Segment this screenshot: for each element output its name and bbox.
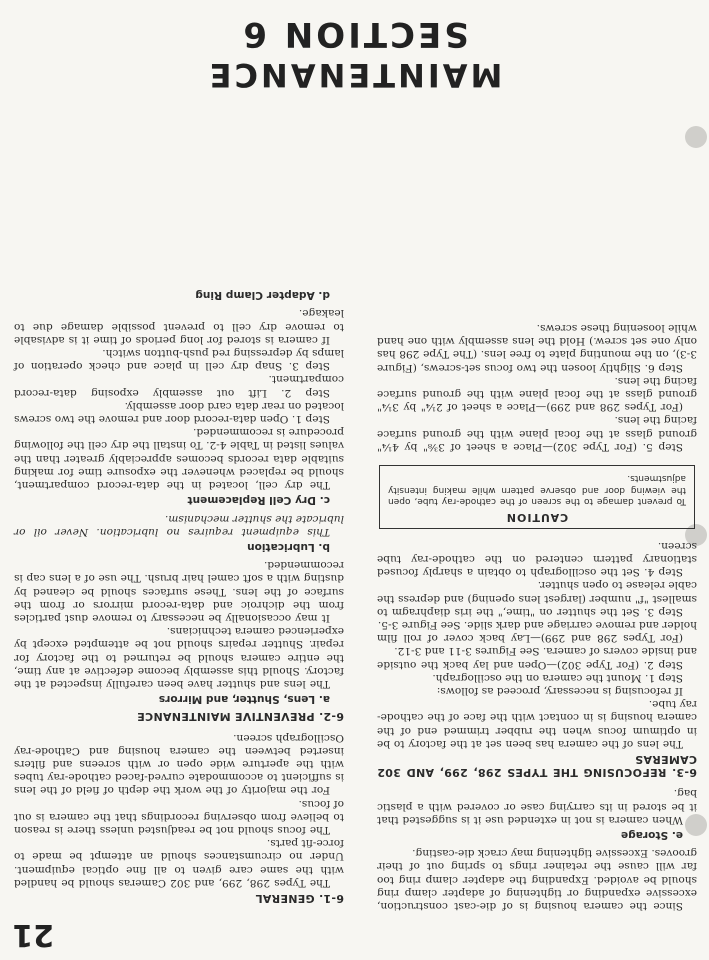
caution-title: CAUTION [505, 510, 569, 524]
paragraph: It may occasionally be necessary to remove dust particles from the dichroic and data-record mirrors or from the surface of the lens. These surfaces should be cleaned by dusting with a soft camel hair brush. The use of a lens cap is recommended. [14, 559, 344, 624]
paragraph: Since the camera housing is of die-cast construction, excessive expanding or tightening of adapter clamp ring should be avoided. Expanding the adapter clamp ring too far will cause the retainer rings to spring out of their grooves. Excessive tightening may crack die-casting. [377, 847, 697, 912]
heading-preventive-maintenance: 6-2. PREVENTIVE MAINTENANCE [136, 710, 344, 724]
paragraph: Step 3. Set the shutter on "time," the iris diaphragm to smallest "f" number (largest lens opening) and depress the cable release to open shutter. [377, 579, 697, 618]
caution-text: To prevent damage to the screen of the cathode-ray tube, open the viewing door and observe pattern while making intensity adjustments. [388, 473, 686, 507]
paragraph: If camera is stored for long periods of time it is advisable to remove dry cell to prevent possible damage due to leakage. [14, 307, 344, 346]
paragraph: For the majority of the work the depth of field of the lens is sufficient to accommodate curved-faced cathode-ray tubes with the aperture wide open or with screens and filters inserted between the camera housing and Cathode-ray Oscillograph screen. [14, 731, 344, 797]
paragraph: Step 5. (For Type 302)—Place a sheet of 3⅜" by 4¼" ground glass at the focal plane with the ground surface facing the lens. [377, 414, 697, 453]
caution-box [379, 465, 695, 529]
paragraph: The focus should not be readjusted unless there is reason to believe from observing recordings that the camera is out of focus. [14, 797, 344, 836]
paragraph: Step 2. Lift out assembly exposing data-record compartment. [14, 373, 344, 399]
subheading-storage: e. Storage [620, 828, 683, 841]
paragraph: Step 3. Snap dry cell in place and check operation of lamps by depressing red push-button switch. [14, 347, 344, 373]
left-column [377, 321, 697, 912]
paragraph: If refocusing is necessary, proceed as follows: [436, 684, 683, 697]
page-number: 21 [12, 917, 54, 952]
subheading-dry-cell: c. Dry Cell Replacement [187, 494, 330, 507]
paragraph: When camera is not in extended use it is suggested that it be stored in its carrying case or covered with a plastic bag. [377, 787, 697, 826]
paragraph: (For Types 298 and 299)—Place a sheet of 2¼" by 3¼" ground glass at the focal plane with the ground surface facing the lens. [377, 374, 697, 414]
subheading-adapter-clamp-ring: d. Adapter Clamp Ring [195, 289, 330, 302]
paragraph: Step 4. Set the oscillograph to obtain a sharply focused stationary pattern centered on the cathode-ray tube screen. [377, 539, 697, 579]
paragraph: The dry cell, located in the data-record compartment, should be replaced whenever the exposure time for making suitable data records becomes appreciably greater than the values listed in Table 4-2. To install the dry cell the following procedure is recommended. [14, 426, 344, 492]
paragraph: Step 2. (For Type 302)—Open and lay back the outside and inside covers of camera. See Figures 3-11 and 3-12. [377, 645, 697, 671]
subheading-lens: a. Lens, Shutter, and Mirrors [158, 693, 330, 706]
heading-general: 6-1. GENERAL [255, 892, 344, 905]
right-column [14, 286, 344, 912]
section-title: MAINTENANCE [206, 56, 503, 94]
paragraph: Step 6. Slightly loosen the two focus set-screws, (Figure 3-3), on the mounting plate to free lens. (The Type 298 has only one set screw.) Hold the lens assembly with one hand while loosening these screws. [377, 321, 697, 374]
paragraph: Step 1. Open data-record door and remove the two screws located on rear data card door assembly. [14, 399, 344, 426]
section-number: SECTION 6 [240, 14, 469, 54]
binder-hole [685, 126, 707, 148]
paragraph: The lens of the camera has been set at the factory to be in optimum focus when the rubber trimmed end of the camera housing is in contact with the face of the cathode-ray tube. [377, 698, 697, 750]
paragraph: The Types 298, 299, and 302 Cameras should be handled with the same care given to all fine optical equipment. Under no circumstances should an attempt be made to force-fit parts. [14, 837, 344, 889]
subheading-lubrication: b. Lubrication [247, 540, 330, 553]
paragraph: This equipment requires no lubrication. Never oil or lubricate the shutter mechanism. [14, 512, 344, 538]
paragraph: The lens and shutter have been carefully inspected at the factory. Should this assembly become defective at any time, the entire camera should be returned to the factory for repair. Shutter repairs should not be attempted except by experienced camera technicians. [14, 625, 344, 690]
paragraph: Step 1. Mount the camera on the oscillograph. [432, 671, 683, 684]
heading-refocusing: 6-3. REFOCUSING THE TYPES 298, 299, AND 302 CAMERAS [377, 752, 697, 780]
paragraph: (For Types 298 and 299)—Lay back cover of roll film holder and remove carriage and dark slide. See Figure 3-5. [377, 618, 697, 645]
